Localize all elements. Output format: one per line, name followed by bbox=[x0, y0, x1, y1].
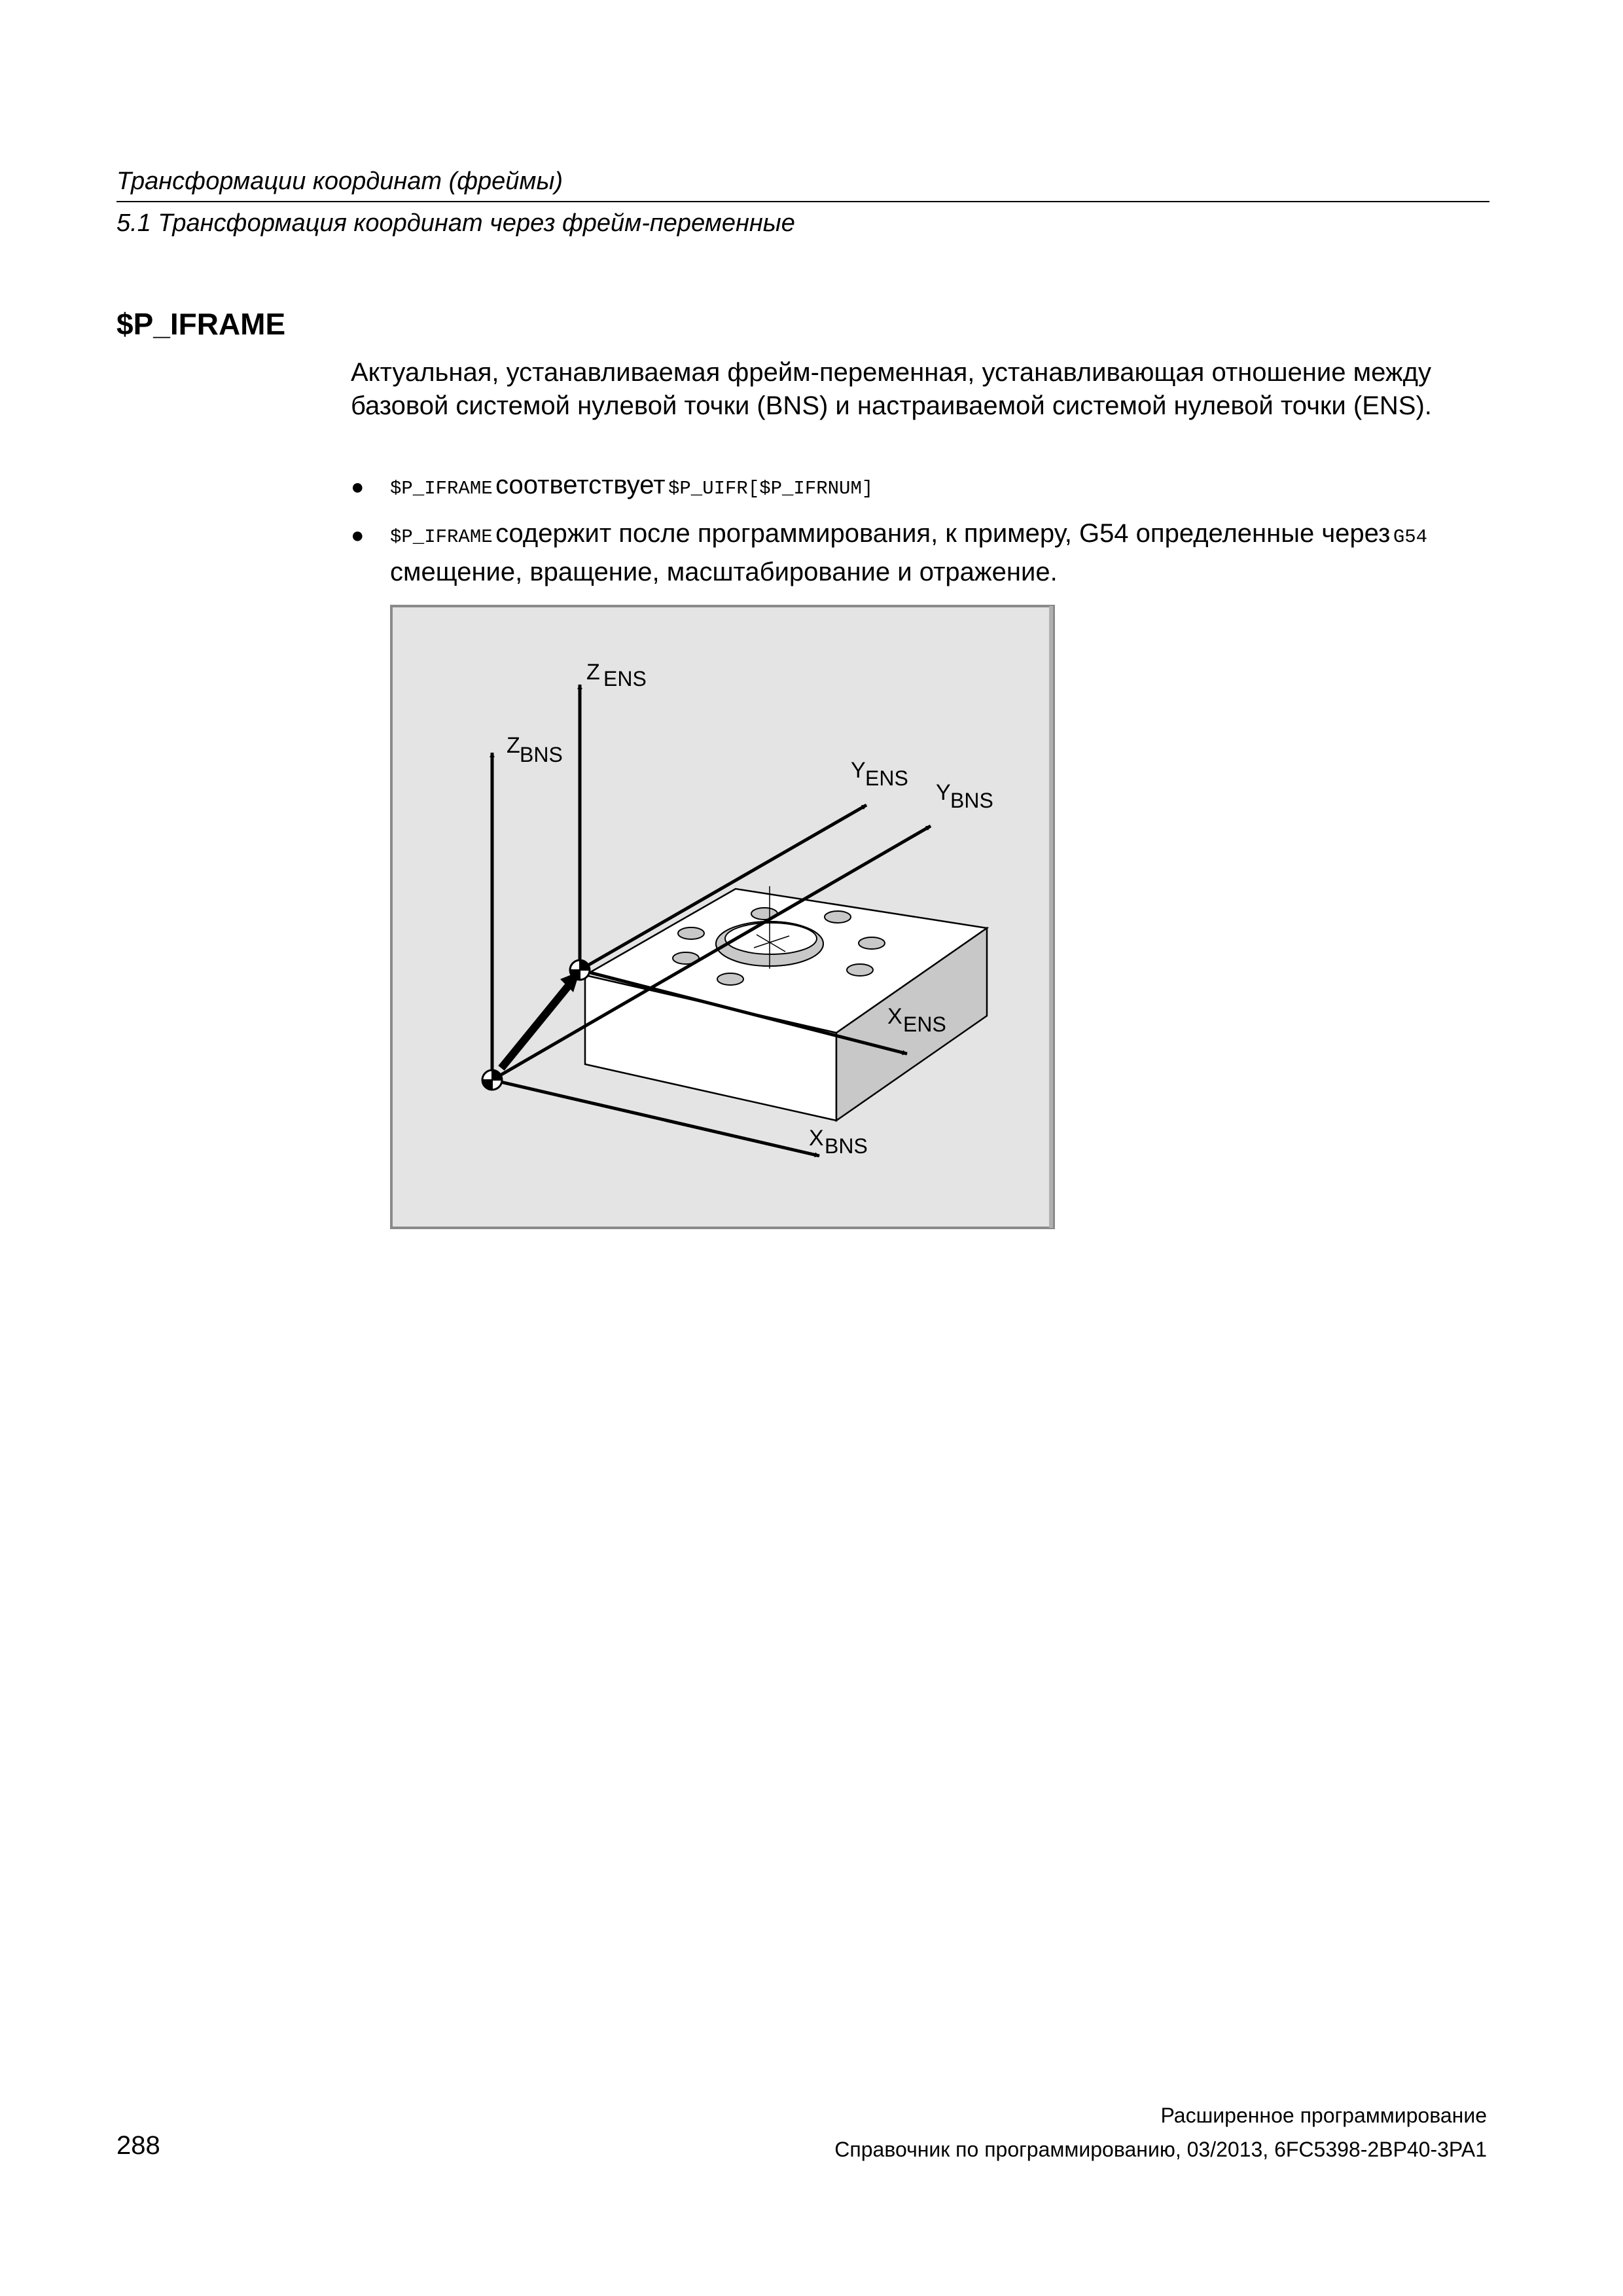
code-text: $P_UIFR[$P_IFRNUM] bbox=[668, 478, 874, 499]
z-ens-label: Z ENS bbox=[586, 660, 647, 691]
coordinate-frame-figure bbox=[390, 605, 1056, 1232]
page-number: 288 bbox=[116, 2131, 160, 2160]
ens-origin-symbol bbox=[570, 960, 590, 980]
bullet-marker: ● bbox=[351, 475, 365, 499]
bullet-marker: ● bbox=[351, 523, 365, 548]
code-text: $P_IFRAME bbox=[390, 478, 493, 499]
footer-manual-info: Справочник по программированию, 03/2013, 6FC5398-2BP40-3PA1 bbox=[834, 2138, 1487, 2161]
intro-paragraph: Актуальная, устанавливаемая фрейм-переменная, устанавливающая отношение между базовой системой нулевой точки (BNS) и настраиваемой системой нулевой точки (ENS). bbox=[351, 358, 1432, 420]
section-header: 5.1 Трансформация координат через фрейм-переменные bbox=[116, 209, 795, 237]
y-bns-label: YBNS bbox=[936, 780, 993, 812]
code-text: G54 bbox=[1393, 526, 1428, 548]
code-text: $P_IFRAME bbox=[390, 526, 493, 548]
z-bns-label: ZBNS bbox=[507, 733, 563, 766]
bullet-text: смещение, вращение, масштабирование и отражение. bbox=[390, 558, 1058, 586]
header-rule bbox=[116, 201, 1489, 202]
bns-origin-symbol bbox=[482, 1070, 502, 1090]
bullet-item bbox=[390, 517, 1496, 594]
x-bns-label: XBNS bbox=[809, 1126, 868, 1158]
bullet-item bbox=[390, 469, 1489, 502]
chapter-header: Трансформации координат (фреймы) bbox=[116, 168, 563, 195]
bullet-text: содержит после программирования, к примеру, G54 определенные через bbox=[495, 519, 1391, 548]
x-ens-label: XENS bbox=[887, 1004, 946, 1036]
bullet-text: соответствует bbox=[495, 471, 666, 499]
page-title: $P_IFRAME bbox=[116, 307, 286, 341]
y-ens-label: YENS bbox=[851, 758, 908, 790]
footer-book-title: Расширенное программирование bbox=[1160, 2104, 1487, 2127]
